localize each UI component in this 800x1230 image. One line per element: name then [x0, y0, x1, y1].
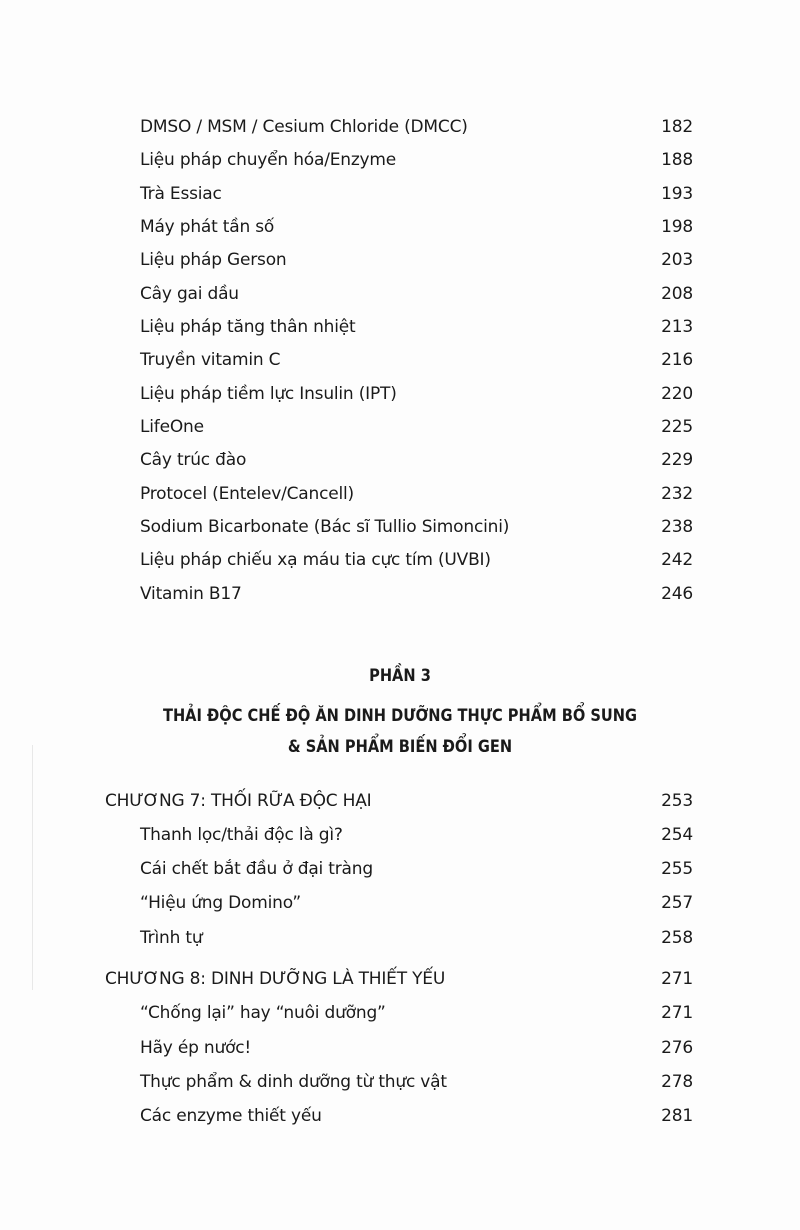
toc-entry: [140, 1106, 693, 1126]
chapter-title: CHƯƠNG 7: THỐI RỮA ĐỘC HẠI: [105, 791, 372, 811]
toc-entry-title: DMSO / MSM / Cesium Chloride (DMCC): [140, 117, 468, 137]
toc-entry: [140, 350, 693, 370]
toc-entry-page: 281: [661, 1106, 693, 1126]
part-title-line-2: & SẢN PHẨM BIẾN ĐỔI GEN: [287, 737, 513, 757]
chapter-7-heading: [105, 791, 693, 811]
toc-entry-title: Liệu pháp tiềm lực Insulin (IPT): [140, 384, 397, 404]
toc-entry-title: Thực phẩm & dinh dưỡng từ thực vật: [140, 1072, 447, 1092]
toc-entry-page: 238: [661, 517, 693, 537]
toc-entry-title: Liệu pháp Gerson: [140, 250, 287, 270]
toc-entry: [140, 928, 693, 948]
toc-entry-title: “Hiệu ứng Domino”: [140, 893, 301, 913]
toc-entry: [140, 584, 693, 604]
toc-entry-title: Trình tự: [140, 928, 203, 948]
toc-entry-title: Trà Essiac: [140, 184, 222, 204]
toc-entry: [140, 150, 693, 170]
toc-entry-page: 257: [661, 893, 693, 913]
toc-entry: [140, 317, 693, 337]
toc-entry-page: 216: [661, 350, 693, 370]
toc-entry-page: 213: [661, 317, 693, 337]
toc-entry-page: 271: [661, 1003, 693, 1023]
toc-entry-page: 193: [661, 184, 693, 204]
toc-entry-page: 232: [661, 484, 693, 504]
toc-entry-page: 242: [661, 550, 693, 570]
toc-entry-title: Liệu pháp chuyển hóa/Enzyme: [140, 150, 397, 170]
toc-entry-title: Hãy ép nước!: [140, 1038, 252, 1058]
scan-margin-shadow: [32, 745, 33, 990]
toc-entry: [140, 1038, 693, 1058]
toc-entry-title: Liệu pháp tăng thân nhiệt: [140, 317, 356, 337]
toc-entry: [140, 250, 693, 270]
toc-entry-page: 246: [661, 584, 693, 604]
toc-entry-page: 203: [661, 250, 693, 270]
toc-entry-title: Vitamin B17: [140, 584, 242, 604]
toc-entry-page: 278: [661, 1072, 693, 1092]
toc-entry: [140, 1003, 693, 1023]
toc-entry-title: LifeOne: [140, 417, 204, 437]
toc-entry-title: Các enzyme thiết yếu: [140, 1106, 322, 1126]
toc-entry-title: Cây trúc đào: [140, 450, 247, 470]
toc-entry-title: Liệu pháp chiếu xạ máu tia cực tím (UVBI): [140, 550, 491, 570]
toc-entry: [140, 184, 693, 204]
toc-entry-page: 220: [661, 384, 693, 404]
toc-entry: [140, 284, 693, 304]
toc-entry: [140, 550, 693, 570]
toc-entry-title: Máy phát tần số: [140, 217, 275, 237]
toc-entry: [140, 517, 693, 537]
toc-entry: [140, 417, 693, 437]
part-label: PHẦN 3: [369, 666, 431, 686]
toc-entry: [140, 384, 693, 404]
toc-entry: [140, 1072, 693, 1092]
chapter-page: 271: [661, 969, 693, 989]
toc-entry-page: 229: [661, 450, 693, 470]
toc-entry-page: 254: [661, 825, 693, 845]
toc-entry: [140, 859, 693, 879]
toc-entry-title: Thanh lọc/thải độc là gì?: [140, 825, 343, 845]
toc-entry: [140, 825, 693, 845]
toc-entry-page: 182: [661, 117, 693, 137]
toc-entry-page: 258: [661, 928, 693, 948]
toc-entry-page: 188: [661, 150, 693, 170]
toc-entry: [140, 450, 693, 470]
toc-entry: [140, 117, 693, 137]
toc-entry-page: 225: [661, 417, 693, 437]
toc-entry: [140, 217, 693, 237]
toc-entry-title: Protocel (Entelev/Cancell): [140, 484, 354, 504]
toc-entry-title: Cái chết bắt đầu ở đại tràng: [140, 859, 373, 879]
toc-entry-title: “Chống lại” hay “nuôi dưỡng”: [140, 1003, 386, 1023]
toc-entry-page: 255: [661, 859, 693, 879]
toc-entry: [140, 484, 693, 504]
toc-entry-page: 198: [661, 217, 693, 237]
toc-entry-page: 208: [661, 284, 693, 304]
toc-entry-title: Cây gai dầu: [140, 284, 239, 304]
toc-entry-title: Sodium Bicarbonate (Bác sĩ Tullio Simoncini): [140, 517, 510, 537]
chapter-page: 253: [661, 791, 693, 811]
part-title-line-1: THẢI ĐỘC CHẾ ĐỘ ĂN DINH DƯỠNG THỰC PHẨM BỔ SUNG: [162, 706, 638, 726]
toc-entry-page: 276: [661, 1038, 693, 1058]
toc-entry: [140, 893, 693, 913]
toc-entry-title: Truyền vitamin C: [140, 350, 281, 370]
chapter-8-heading: [105, 969, 693, 989]
chapter-title: CHƯƠNG 8: DINH DƯỠNG LÀ THIẾT YẾU: [105, 969, 446, 989]
